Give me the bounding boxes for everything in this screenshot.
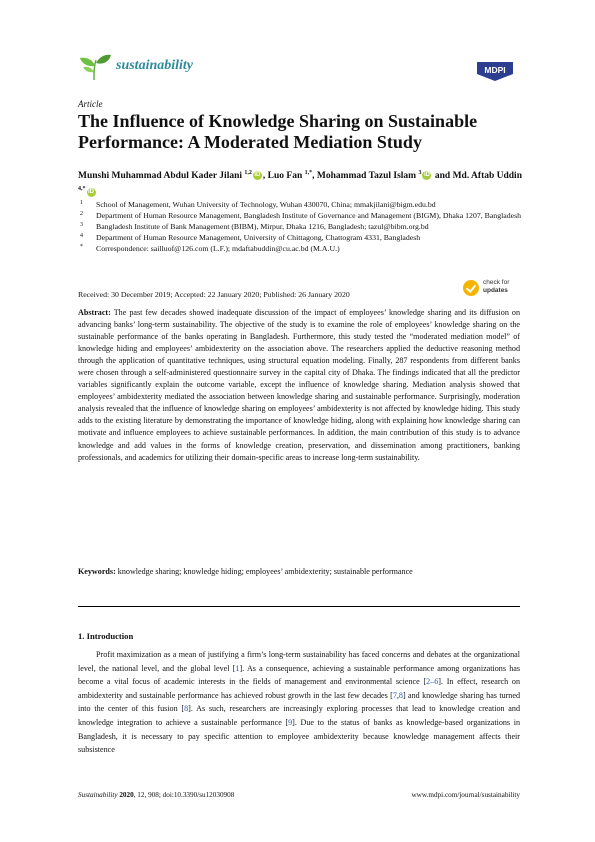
footer-volume: , 12, 908; doi:10.3390/su12030908 [133,791,235,799]
affiliation-text: Bangladesh Institute of Bank Management (BIBM), Mirpur, Dhaka 1216, Bangladesh; tazul@bibm.org.bd [96,222,429,231]
svg-text:MDPI: MDPI [484,65,506,75]
citation-link[interactable]: 2–6 [426,677,439,687]
orcid-icon[interactable]: iD [423,172,430,179]
page-title: The Influence of Knowledge Sharing on Sustainable Performance: A Moderated Mediation Study [78,111,478,152]
affiliation-number: * [80,244,83,250]
check-updates-line1: check for [483,279,510,286]
affiliation-number: 2 [80,211,83,217]
author-name: Mohammad Tazul Islam [316,171,419,182]
check-icon [463,280,479,296]
keywords-text: knowledge sharing; knowledge hiding; employees’ ambidexterity; sustainable performance [117,567,413,576]
orcid-icon[interactable]: iD [88,188,94,195]
journal-leaf-logo-icon [78,52,112,82]
author-name: Munshi Muhammad Abdul Kader Jilani [78,171,245,182]
affiliation-list [78,199,523,254]
author-separator: and [432,171,453,182]
affiliation-item [78,232,523,243]
footer-journal: Sustainability [78,791,118,799]
publication-dates: Received: 30 December 2019; Accepted: 22 January 2020; Published: 26 January 2020 [78,290,350,299]
author-affiliation-sup: 3 [418,170,422,176]
affiliation-item [78,210,523,221]
intro-text: , [396,690,399,700]
orcid-icon[interactable]: iD [254,172,261,179]
abstract-label: Abstract: [78,308,111,317]
intro-text: ]. As a consequence, achieving a sustainable performance among organizations has become a vital focus of academic interests in the fields of management and environmental science [ [78,663,520,687]
affiliation-item [78,243,523,254]
affiliation-number: 3 [80,222,83,228]
intro-text: ] and knowledge sharing has turned into the center of this fusion [ [78,690,520,714]
keywords [78,566,520,578]
citation-link[interactable]: 9 [288,717,293,727]
introduction-paragraph [78,648,520,757]
footer-journal-url[interactable]: www.mdpi.com/journal/sustainability [411,791,520,799]
check-for-updates-button[interactable] [463,278,523,298]
abstract [78,307,520,464]
intro-text: Profit maximization as a mean of justifying a firm’s long-term sustainability has faced concerns and debates at the organizational level, the national level, and the global level [ [78,650,520,673]
citation-link[interactable]: 8 [398,690,403,700]
author-name: Luo Fan [267,171,305,182]
author-list [78,167,523,199]
footer-year: 2020 [119,791,134,799]
author-name: Md. Aftab Uddin [452,171,522,182]
affiliation-item [78,221,523,232]
author-separator: , [262,171,268,182]
affiliation-item [78,199,523,210]
affiliation-number: 4 [80,233,83,239]
affiliation-text: Department of Human Resource Management, University of Chittagong, Chattogram 4331, Bangladesh [96,233,421,242]
journal-name: sustainability [116,58,194,73]
mdpi-logo-icon [473,60,517,82]
article-type: Article [78,99,103,109]
citation-link[interactable]: 8 [184,704,189,714]
intro-text: ]. In effect, research on ambidexterity and sustainable performance has achieved robust growth in the last few decades [ [78,677,520,700]
author-affiliation-sup: 1,* [304,170,313,176]
section-title-introduction: 1. Introduction [78,631,134,641]
author-affiliation-sup: 4,* [78,186,86,193]
affiliation-text: Correspondence: sailluof@126.com (L.F.); mdaftabuddin@cu.ac.bd (M.A.U.) [96,244,340,253]
intro-text: ]. As such, researchers are increasingly exploring processes that lead to knowledge creation and knowledge integration to achieve a sustainable performance [ [78,704,520,727]
intro-text: ]. Due to the status of banks as knowledge-based organizations in Bangladesh, it is necessary to pay specific attention to employee ambidexterity because knowledge management affects their subsistence [78,717,520,755]
citation-link[interactable]: 1 [235,663,240,673]
affiliation-text: Department of Human Resource Management, Bangladesh Institute of Governance and Management (BIGM), Dhaka 1207, Bangladesh [96,211,522,220]
author-affiliation-sup: 1,2 [244,170,252,176]
author-separator: , [312,171,317,182]
check-updates-line2: updates [483,287,508,294]
citation-link[interactable]: 7 [392,690,397,700]
section-divider [78,606,520,607]
affiliation-number: 1 [80,200,83,206]
affiliation-text: School of Management, Wuhan University of Technology, Wuhan 430070, China; mmakjilani@bigm.edu.bd [96,200,436,209]
abstract-text: The past few decades showed inadequate discussion of the impact of employees’ knowledge sharing and its diffusion on advancing banks’ long-term sustainability. The objective of the study is to examine the role of employees’ knowledge sharing on the sustainable performance of the banks operating in Bangladesh. Furthermore, this study tested the “moderated mediation model” of knowledge hiding and employees’ ambidexterity on the association above. The researchers applied the deductive reasoning method through the application of quantitative techniques, using structural equation modeling. Finally, 287 respondents from different banks were chosen through a self-administered questionnaire survey in the capital city of Dhaka. The findings indicated that all the predictor variables significantly explain the outcome variable, except the influence of knowledge sharing. Mediation analysis showed that employees’ ambidexterity mediated the association between knowledge sharing and sustainable performance. Surprisingly, moderation analysis revealed that the influence of knowledge sharing on employees’ ambidexterity is not affected by knowledge hiding. This study adds to the existing literature by demonstrating the importance of knowledge hiding, along with explaining how knowledge sharing can motivate and influence employees to achieve sustainable performances. In addition, the main contribution of this study is to advance knowledge and add values in the forms of knowledge creation, preservation, and dissemination among practitioners, banking professionals, and academics for utilizing their domain-specific areas to increase long-term sustainability. [78,308,520,462]
footer-citation [78,791,234,799]
keywords-label: Keywords: [78,567,116,576]
